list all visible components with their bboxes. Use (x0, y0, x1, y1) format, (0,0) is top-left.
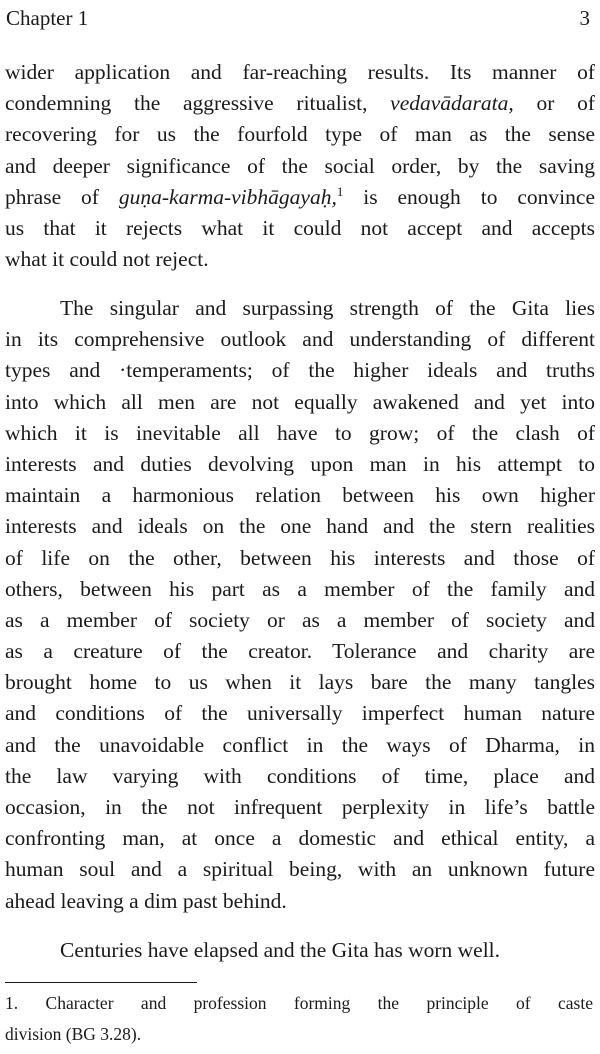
footnote-line: division (BG 3.28). (5, 1024, 142, 1045)
text-line: into which all men are not equally awakened and yet into (5, 389, 595, 414)
footnote-line: 1. Character and profession forming the principle of caste (5, 993, 593, 1013)
text-line: ahead leaving a dim past behind. (5, 888, 287, 913)
text-line: others, between his part as a member of the family and (5, 576, 595, 601)
paragraph-1 (5, 57, 595, 275)
text-line: and conditions of the universally imperfect human nature (5, 701, 595, 726)
text-line: of life on the other, between his interests and those of (5, 545, 595, 570)
text-line: us that it rejects what it could not accept and accepts (5, 215, 595, 240)
text-line: in its comprehensive outlook and understanding of different (5, 327, 595, 352)
chapter-title: Chapter 1 (6, 6, 89, 30)
running-header (6, 4, 590, 32)
paragraph-3 (5, 935, 595, 966)
text-line: The singular and surpassing strength of the Gita lies (60, 296, 595, 320)
text-line: wider application and far-reaching results. Its manner of (5, 60, 595, 84)
text-line: and the unavoidable conflict in the ways of Dharma, in (5, 732, 595, 757)
text-line: what it could not reject. (5, 247, 209, 272)
text-line: recovering for us the fourfold type of man as the sense (5, 122, 595, 147)
text-line: maintain a harmonious relation between his own higher (5, 483, 595, 508)
footnote-divider (5, 982, 197, 983)
text-line: phrase of guṇa-karma-vibhāgayaḥ,$^1$ is enough to convince (5, 183, 595, 209)
text-line: human soul and a spiritual being, with an unknown future (5, 857, 595, 882)
text-line: Centuries have elapsed and the Gita has worn well. (60, 938, 501, 962)
footnote-ref: 1 (336, 183, 344, 199)
text-line: interests and ideals on the one hand and the stern realities (5, 514, 595, 539)
text-line: brought home to us when it lays bare the many tangles (5, 670, 595, 695)
text-line: as a member of society or as a member of society and (5, 607, 595, 632)
text-line: types and ·temperaments; of the higher ideals and truths (5, 358, 595, 383)
italic-term: guṇa-karma-vibhāgayaḥ, (118, 184, 337, 209)
text-line: interests and duties devolving upon man in his attempt to (5, 451, 595, 476)
text-line: as a creature of the creator. Tolerance and charity are (5, 639, 595, 664)
footnote (5, 990, 593, 1052)
italic-term: vedavādarata, (390, 91, 514, 116)
text-line: condemning the aggressive ritualist, vedavādarata, or of (5, 91, 595, 116)
text-line: the law varying with conditions of time, place and (5, 763, 595, 788)
paragraph-2 (5, 293, 595, 917)
text-line: occasion, in the not infrequent perplexity in life’s battle (5, 795, 595, 819)
text-line: confronting man, at once a domestic and ethical entity, a (5, 826, 595, 851)
text-line: which it is inevitable all have to grow; of the clash of (5, 420, 595, 445)
text-line: and deeper significance of the social order, by the saving (5, 153, 595, 178)
page-number: 3 (579, 6, 590, 30)
